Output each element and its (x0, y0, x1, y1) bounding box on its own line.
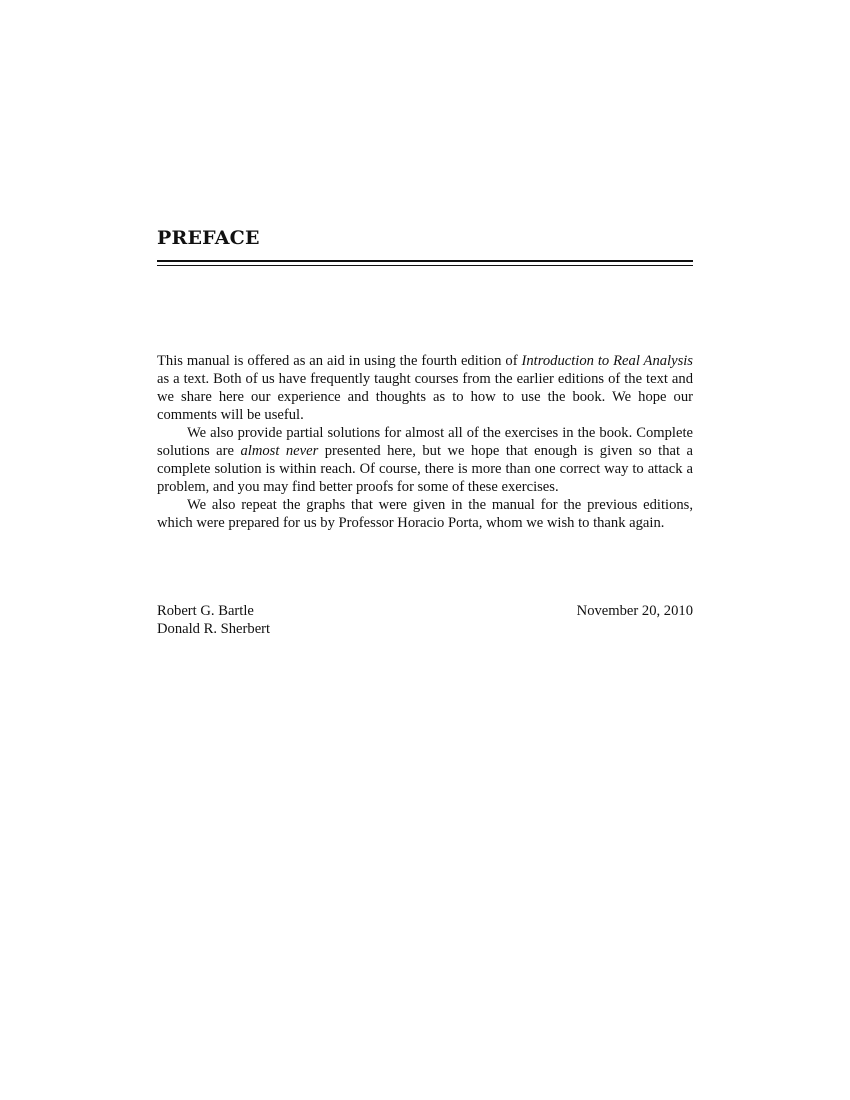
author-name: Donald R. Sherbert (157, 621, 271, 637)
paragraph-3 (157, 496, 693, 532)
signature-date: November 20, 2010 (576, 603, 693, 619)
emphasis-almost-never: almost never (240, 443, 319, 459)
paragraph-2 (157, 424, 693, 496)
paragraph-1-text-a: This manual is offered as an aid in using the fourth edition of (157, 353, 522, 369)
paragraph-2-text-b: presented here, but we hope that enough is given so that a complete solution is within reach. Of course, there is more than one correct way to attack a problem, and you may find better proofs for some of these exercises. (157, 443, 693, 495)
chapter-header (157, 226, 693, 250)
author-name: Robert G. Bartle (157, 603, 254, 619)
paragraph-1-text-b: as a text. Both of us have frequently taught courses from the earlier editions of the text and we share here our experience and thoughts as to how to use the book. We hope our comments will be useful. (157, 371, 693, 423)
page-title: PREFACE (157, 227, 260, 249)
title-rule-thick (157, 260, 693, 262)
book-title-italic: Introduction to Real Analysis (521, 353, 693, 369)
preface-body (157, 352, 693, 532)
author-names (157, 602, 270, 638)
paragraph-2-text-a: We also provide partial solutions for almost all of the exercises in the book. Complete solutions are (157, 425, 693, 459)
paragraph-3-text: We also repeat the graphs that were given in the manual for the previous editions, which were prepared for us by Professor Horacio Porta, whom we wish to thank again. (157, 497, 693, 531)
title-rule-thin (157, 265, 693, 266)
paragraph-1 (157, 352, 693, 424)
